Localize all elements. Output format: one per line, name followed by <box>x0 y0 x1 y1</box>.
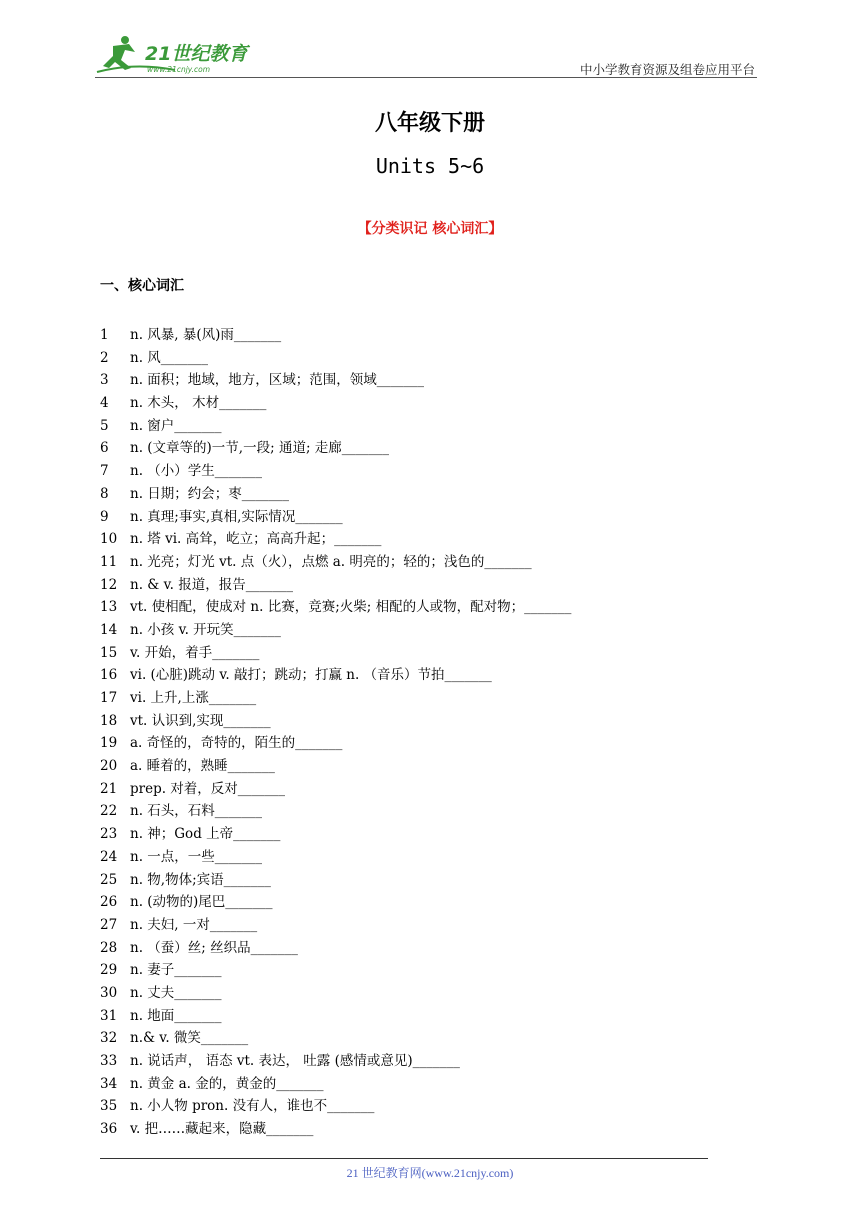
vocab-item <box>100 687 740 710</box>
vocab-number: 18 <box>100 712 118 729</box>
vocab-number: 34 <box>100 1075 118 1092</box>
vocab-item <box>100 483 740 506</box>
vocab-definition: n. 丈夫_______ <box>130 984 222 1001</box>
vocab-number: 13 <box>100 599 118 616</box>
vocab-number: 31 <box>100 1007 118 1024</box>
vocab-definition: vt. 认识到,实现_______ <box>130 712 271 729</box>
vocab-item <box>100 1073 740 1096</box>
page-subtitle: Units 5~6 <box>375 154 485 178</box>
vocab-item <box>100 800 740 823</box>
vocab-number: 23 <box>100 826 118 843</box>
vocab-definition: n. 日期；约会；枣_______ <box>130 485 290 502</box>
vocab-number: 25 <box>100 871 118 888</box>
vocab-item <box>100 891 740 914</box>
vocab-item <box>100 1118 740 1141</box>
vocab-item <box>100 415 740 438</box>
vocab-definition: n. 夫妇, 一对_______ <box>130 916 258 933</box>
vocab-definition: n. 小人物 pron. 没有人，谁也不_______ <box>130 1098 375 1115</box>
vocab-item <box>100 664 740 687</box>
vocab-definition: vi. (心脏)跳动 v. 敲打；跳动；打赢 n. （音乐）节拍_______ <box>130 667 492 684</box>
svg-text:21世纪教育: 21世纪教育 <box>145 43 248 65</box>
vocab-number: 16 <box>100 667 118 684</box>
vocab-item <box>100 778 740 801</box>
vocab-definition: n. 黄金 a. 金的，黄金的_______ <box>130 1075 324 1092</box>
vocab-number: 30 <box>100 984 118 1001</box>
vocab-definition: n. 真理;事实,真相,实际情况_______ <box>130 508 343 525</box>
vocab-number: 15 <box>100 644 118 661</box>
vocab-item <box>100 596 740 619</box>
vocab-definition: n. 说话声， 语态 vt. 表达， 吐露 (感情或意见)_______ <box>130 1053 460 1069</box>
vocab-number: 36 <box>100 1121 118 1138</box>
page-title: 八年级下册 <box>374 111 485 136</box>
vocab-definition: n. 一点，一些_______ <box>130 848 263 865</box>
site-logo <box>95 32 265 76</box>
vocab-number: 19 <box>100 735 118 752</box>
vocab-item <box>100 551 740 574</box>
vocab-definition: n. 物,物体;宾语_______ <box>130 871 271 888</box>
vocab-item <box>100 982 740 1005</box>
vocab-number: 28 <box>100 939 118 956</box>
vocab-item <box>100 869 740 892</box>
vocab-item <box>100 437 740 460</box>
vocab-item <box>100 914 740 937</box>
vocab-number: 27 <box>100 916 118 933</box>
vocab-number: 7 <box>100 463 109 480</box>
vocab-item <box>100 369 740 392</box>
vocab-definition: vt. 使相配，使成对 n. 比赛，竞赛;火柴; 相配的人或物，配对物；_______ <box>130 599 572 616</box>
vocab-number: 21 <box>100 780 118 797</box>
svg-text:www.21cnjy.com: www.21cnjy.com <box>147 65 211 74</box>
vocab-number: 20 <box>100 758 118 775</box>
section-heading: 一、核心词汇 <box>100 278 184 294</box>
section-tag: 【分类识记 核心词汇】 <box>357 221 503 237</box>
vocab-item <box>100 574 740 597</box>
header-divider <box>95 77 757 78</box>
vocab-item <box>100 642 740 665</box>
vocab-definition: v. 开始，着手_______ <box>130 644 260 661</box>
vocab-item <box>100 324 740 347</box>
vocab-item <box>100 846 740 869</box>
vocab-definition: v. 把……藏起来，隐藏_______ <box>130 1121 314 1138</box>
vocab-item <box>100 392 740 415</box>
vocab-number: 33 <box>100 1053 118 1069</box>
vocab-definition: n. 面积；地域，地方，区域；范围，领域_______ <box>130 372 425 389</box>
vocab-number: 1 <box>100 327 109 343</box>
vocab-definition: n. 风暴, 暴(风)雨_______ <box>130 327 282 343</box>
vocab-definition: n. (动物的)尾巴_______ <box>130 894 273 911</box>
vocab-number: 26 <box>100 894 118 911</box>
vocab-number: 11 <box>100 553 118 570</box>
vocab-number: 12 <box>100 576 118 593</box>
vocab-item <box>100 506 740 529</box>
vocab-number: 14 <box>100 621 118 638</box>
vocab-definition: n. 小孩 v. 开玩笑_______ <box>130 621 281 638</box>
vocab-definition: n. (文章等的)一节,一段; 通道; 走廊_______ <box>130 440 390 457</box>
vocab-definition: n. 窗户_______ <box>130 417 222 434</box>
vocab-definition: n. 光亮；灯光 vt. 点（火），点燃 a. 明亮的；轻的；浅色的_______ <box>130 553 532 570</box>
vocab-number: 8 <box>100 485 109 502</box>
vocab-number: 32 <box>100 1030 118 1047</box>
vocab-number: 29 <box>100 962 118 979</box>
vocab-item <box>100 1050 740 1073</box>
vocab-item <box>100 732 740 755</box>
page-header <box>95 30 757 80</box>
vocab-definition: a. 睡着的，熟睡_______ <box>130 758 275 775</box>
vocab-definition: a. 奇怪的，奇特的，陌生的_______ <box>130 735 343 752</box>
vocab-number: 5 <box>100 417 109 434</box>
vocab-item <box>100 528 740 551</box>
footer-text[interactable]: 21 世纪教育网(www.21cnjy.com) <box>346 1166 514 1180</box>
vocab-item <box>100 1095 740 1118</box>
vocab-definition: n. 石头，石料_______ <box>130 803 263 820</box>
vocab-item <box>100 710 740 733</box>
vocab-number: 22 <box>100 803 118 820</box>
vocab-number: 17 <box>100 690 118 706</box>
vocab-number: 10 <box>100 531 118 548</box>
vocab-number: 3 <box>100 372 109 389</box>
vocab-item <box>100 959 740 982</box>
vocab-definition: n. （蚕）丝; 丝织品_______ <box>130 939 298 956</box>
vocab-definition: n. 地面_______ <box>130 1007 222 1024</box>
vocab-number: 24 <box>100 848 118 865</box>
vocab-definition: n. （小）学生_______ <box>130 463 263 480</box>
vocab-list <box>100 324 740 1141</box>
platform-name: 中小学教育资源及组卷应用平台 <box>579 62 755 77</box>
vocab-definition: prep. 对着，反对_______ <box>130 780 286 797</box>
vocab-definition: n. & v. 报道，报告_______ <box>130 576 293 593</box>
vocab-definition: n. 木头， 木材_______ <box>130 395 267 412</box>
vocab-number: 9 <box>100 508 109 525</box>
vocab-definition: n. 妻子_______ <box>130 962 222 979</box>
vocab-definition: vi. 上升,上涨_______ <box>130 690 257 706</box>
vocab-number: 2 <box>100 349 109 366</box>
vocab-number: 4 <box>100 395 109 412</box>
vocab-item <box>100 1027 740 1050</box>
vocab-definition: n. 塔 vi. 高耸，屹立；高高升起；_______ <box>130 531 382 548</box>
vocab-item <box>100 460 740 483</box>
vocab-item <box>100 937 740 960</box>
vocab-item <box>100 1005 740 1028</box>
vocab-item <box>100 619 740 642</box>
runner-logo-icon <box>95 32 265 76</box>
vocab-item <box>100 755 740 778</box>
vocab-definition: n.& v. 微笑_______ <box>130 1030 249 1047</box>
vocab-definition: n. 神；God 上帝_______ <box>130 826 281 843</box>
vocab-number: 35 <box>100 1098 118 1115</box>
footer-divider <box>100 1158 708 1159</box>
vocab-item <box>100 823 740 846</box>
vocab-definition: n. 风_______ <box>130 349 209 366</box>
vocab-item <box>100 347 740 370</box>
vocab-number: 6 <box>100 440 109 457</box>
